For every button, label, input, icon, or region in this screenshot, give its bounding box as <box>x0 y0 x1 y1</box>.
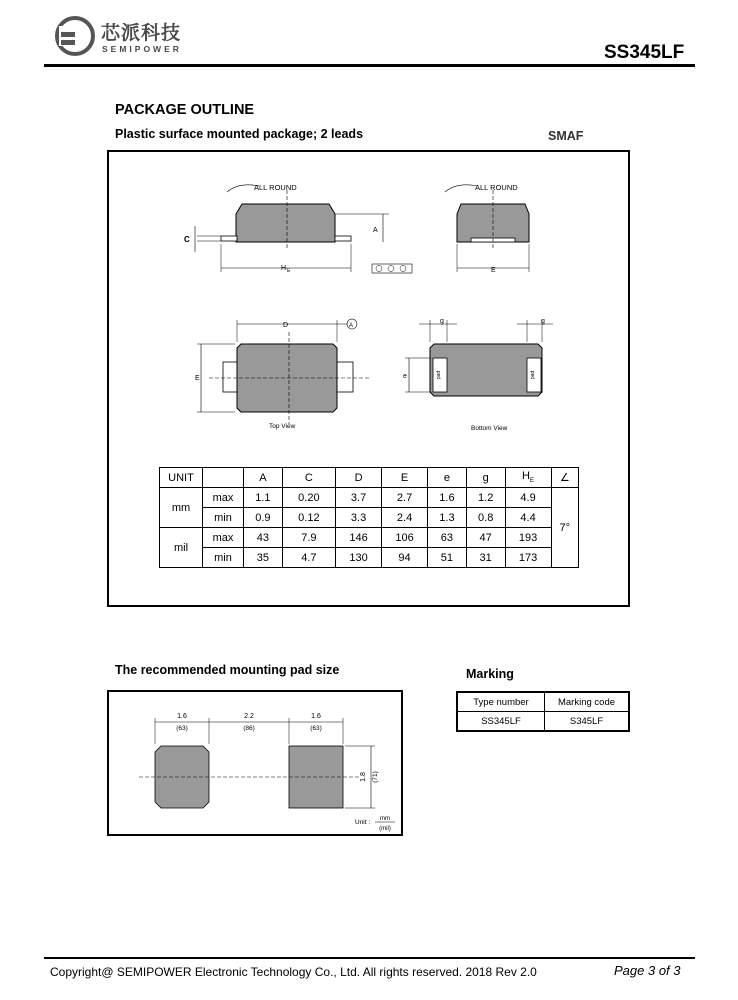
top-view <box>195 319 369 430</box>
pad-dim3-mil: (63) <box>310 725 322 732</box>
dim-d-label: D <box>283 322 289 329</box>
limit-cell: min <box>203 548 244 568</box>
mounting-pad-drawing <box>109 692 401 834</box>
value-cell: 63 <box>428 528 467 548</box>
value-cell: 1.6 <box>428 488 467 508</box>
all-round-label-1: ALL ROUND <box>254 183 297 192</box>
unit-cell: mil <box>160 528 203 568</box>
value-cell: 130 <box>336 548 382 568</box>
package-drawing <box>109 152 628 452</box>
value-cell: 51 <box>428 548 467 568</box>
dim-c-label: C <box>184 235 190 244</box>
pad-dim-h: 1.8 <box>360 772 367 782</box>
limit-cell: max <box>203 528 244 548</box>
pad-right-label: pad <box>530 370 536 380</box>
marking-row <box>457 712 629 732</box>
angle-cell: 7° <box>551 488 578 568</box>
footer-rule <box>44 957 695 959</box>
value-cell: 0.9 <box>244 508 283 528</box>
side-view-long <box>184 183 412 274</box>
unit-label: Unit : <box>355 819 371 826</box>
value-cell: 4.7 <box>282 548 335 568</box>
value-cell: 43 <box>244 528 283 548</box>
value-cell: 106 <box>382 528 428 548</box>
dim-g-right-label: g <box>541 318 545 325</box>
unit-cell: mm <box>160 488 203 528</box>
value-cell: 0.20 <box>282 488 335 508</box>
dim-e-side-label: E <box>491 267 496 274</box>
value-cell: 146 <box>336 528 382 548</box>
table-row <box>160 488 579 508</box>
page-number: Page 3 of 3 <box>614 963 681 978</box>
pad-left-label: pad <box>436 370 442 380</box>
footer-copyright: Copyright@ SEMIPOWER Electronic Technology Co., Ltd. All rights reserved. 2018 Rev 2.0 <box>50 965 537 979</box>
mounting-title: The recommended mounting pad size <box>115 663 340 677</box>
section-subtitle: Plastic surface mounted package; 2 leads <box>115 127 364 141</box>
value-cell: 173 <box>505 548 551 568</box>
table-header-row <box>160 468 579 488</box>
side-view-short <box>445 183 529 274</box>
value-cell: 31 <box>466 548 505 568</box>
table-header-cell: E <box>382 468 428 488</box>
table-row <box>160 528 579 548</box>
marking-header-cell: Marking code <box>545 692 630 712</box>
all-round-label-2: ALL ROUND <box>475 183 518 192</box>
table-header-cell <box>203 468 244 488</box>
package-name: SMAF <box>548 129 584 143</box>
table-header-cell: A <box>244 468 283 488</box>
table-header-cell: C <box>282 468 335 488</box>
table-header-cell: e <box>428 468 467 488</box>
pad-dim1-mil: (63) <box>176 725 188 732</box>
value-cell: 2.4 <box>382 508 428 528</box>
limit-cell: max <box>203 488 244 508</box>
marking-table <box>456 691 630 732</box>
company-logo-icon <box>55 14 97 58</box>
value-cell: 0.8 <box>466 508 505 528</box>
table-header-cell: g <box>466 468 505 488</box>
dimension-table <box>159 467 579 568</box>
bottom-view <box>403 318 553 432</box>
dim-he-label: H <box>281 265 287 272</box>
dim-a-label: A <box>373 227 378 234</box>
pad-dim2-mil: (86) <box>243 725 255 732</box>
part-number: SS345LF <box>604 42 685 63</box>
unit-denominator: (mil) <box>379 826 391 832</box>
pad-dim-h-mil: (71) <box>372 771 379 783</box>
limit-cell: min <box>203 508 244 528</box>
value-cell: 0.12 <box>282 508 335 528</box>
table-header-cell: ∠ <box>551 468 578 488</box>
bottom-view-label: Bottom View <box>471 425 508 432</box>
dim-small-e-label: e <box>403 373 407 380</box>
table-header-cell: D <box>336 468 382 488</box>
value-cell: 193 <box>505 528 551 548</box>
table-row <box>160 548 579 568</box>
top-view-label: Top View <box>269 423 296 430</box>
value-cell: 1.1 <box>244 488 283 508</box>
table-header-cell <box>505 468 551 488</box>
table-row <box>160 508 579 528</box>
type-number-cell: SS345LF <box>457 712 545 732</box>
dim-he-sub: E <box>287 268 291 274</box>
he-main: H <box>522 470 530 483</box>
pad-dim1: 1.6 <box>177 713 187 720</box>
value-cell: 1.2 <box>466 488 505 508</box>
value-cell: 3.3 <box>336 508 382 528</box>
value-cell: 4.9 <box>505 488 551 508</box>
dim-a-circle-label: A <box>349 323 354 329</box>
value-cell: 4.4 <box>505 508 551 528</box>
dim-e-top-label: E <box>195 375 200 382</box>
section-title: PACKAGE OUTLINE <box>115 102 255 118</box>
value-cell: 1.3 <box>428 508 467 528</box>
value-cell: 7.9 <box>282 528 335 548</box>
value-cell: 94 <box>382 548 428 568</box>
marking-code-cell: S345LF <box>545 712 630 732</box>
logo-english-text: SEMIPOWER <box>102 44 182 54</box>
value-cell: 47 <box>466 528 505 548</box>
marking-title: Marking <box>466 667 514 681</box>
unit-numerator: mm <box>380 816 390 822</box>
he-sub: E <box>530 478 535 485</box>
dim-g-left-label: g <box>440 318 444 325</box>
marking-header-row <box>457 692 629 712</box>
logo-chinese-text: 芯派科技 <box>101 22 182 44</box>
value-cell: 2.7 <box>382 488 428 508</box>
pad-dim3: 1.6 <box>311 713 321 720</box>
value-cell: 35 <box>244 548 283 568</box>
pad-dim2: 2.2 <box>244 713 254 720</box>
header-rule <box>44 64 695 67</box>
value-cell: 3.7 <box>336 488 382 508</box>
marking-header-cell: Type number <box>457 692 545 712</box>
table-header-cell: UNIT <box>160 468 203 488</box>
